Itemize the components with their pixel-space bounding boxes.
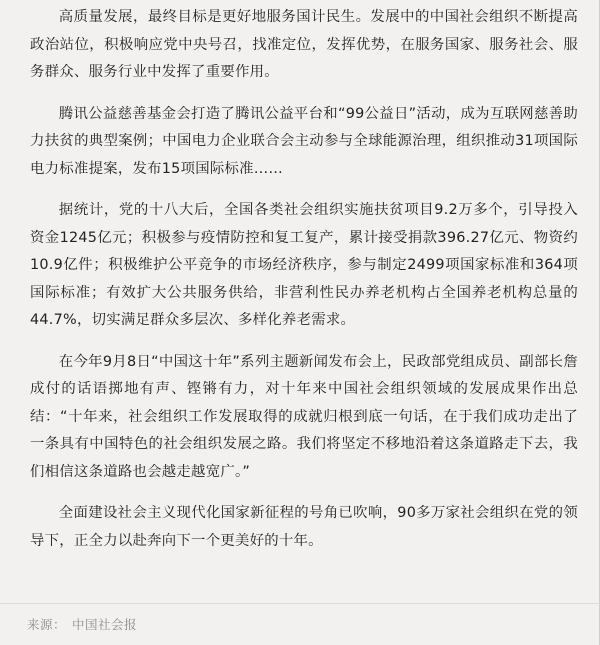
source-label: 来源： (27, 617, 67, 632)
paragraph-5: 全面建设社会主义现代化国家新征程的号角已吹响，90多万家社会组织在党的领导下，正全力以赴奔向下一个更美好的十年。 (30, 505, 578, 549)
source-line (27, 615, 143, 633)
footer-divider (0, 603, 600, 604)
source-name: 中国社会报 (72, 617, 138, 632)
paragraph-1: 高质量发展，最终目标是更好地服务国计民生。发展中的中国社会组织不断提高政治站位，积极响应党中央号召，找准定位，发挥优势，在服务国家、服务社会、服务群众、服务行业中发挥了重要作用。 (30, 9, 578, 80)
paragraph-4: 在今年9月8日“中国这十年”系列主题新闻发布会上，民政部党组成员、副部长詹成付的话语掷地有声、铿锵有力，对十年来中国社会组织领域的发展成果作出总结：“十年来，社会组织工作发展取得的成就归根到底一句话，在于我们成功走出了一条具有中国特色的社会组织发展之路。我们将坚定不移地沿着这条道路走下去，我们相信这条道路也会越走越宽广。” (30, 353, 578, 480)
paragraph-3: 据统计，党的十八大后，全国各类社会组织实施扶贫项目9.2万多个，引导投入资金1245亿元；积极参与疫情防控和复工复产，累计接受捐款396.27亿元、物资约10.9亿件；积极维护公平竞争的市场经济秩序，参与制定2499项国家标准和364项国际标准；有效扩大公共服务供给，非营利性民办养老机构占全国养老机构总量的44.7%，切实满足群众多层次、多样化养老需求。 (30, 202, 578, 328)
paragraph-2: 腾讯公益慈善基金会打造了腾讯公益平台和“99公益日”活动，成为互联网慈善助力扶贫的典型案例；中国电力企业联合会主动参与全球能源治理，组织推动31项国际电力标准提案，发布15项国际标准…… (30, 105, 578, 177)
article-body (30, 0, 578, 555)
